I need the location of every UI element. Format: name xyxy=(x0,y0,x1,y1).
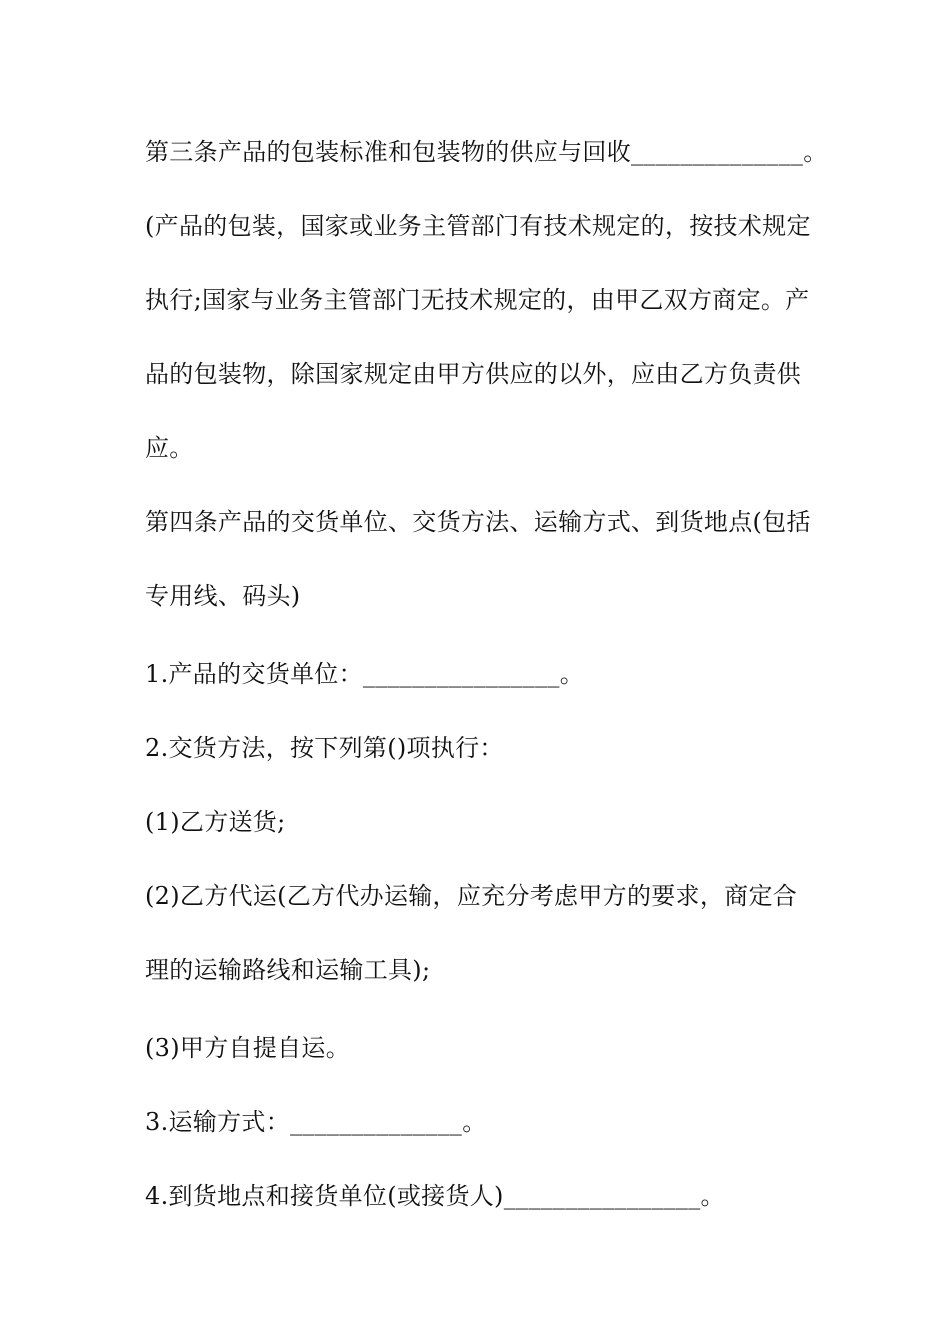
delivery-method-item: 2.交货方法，按下列第()项执行： xyxy=(145,734,504,762)
clause-3-note-line-2: 执行;国家与业务主管部门无技术规定的，由甲乙双方商定。产 xyxy=(145,286,810,314)
option-2-item-line-2: 理的运输路线和运输工具); xyxy=(145,956,431,984)
clause-3-note-line-4: 应。 xyxy=(145,434,194,462)
option-3-item: (3)甲方自提自运。 xyxy=(145,1034,350,1062)
clause-3-note-line-3: 品的包装物，除国家规定由甲方供应的以外，应由乙方负责供 xyxy=(145,360,802,388)
arrival-location-item: 4.到货地点和接货单位(或接货人)________________。 xyxy=(145,1182,725,1210)
transport-method-item: 3.运输方式：______________。 xyxy=(145,1108,487,1136)
clause-3-note-line-1: (产品的包装，国家或业务主管部门有技术规定的，按技术规定 xyxy=(145,212,811,240)
clause-3-title: 第三条产品的包装标准和包装物的供应与回收______________。 xyxy=(145,138,828,166)
option-2-item-line-1: (2)乙方代运(乙方代办运输，应充分考虑甲方的要求，商定合 xyxy=(145,882,798,910)
clause-4-title-line-1: 第四条产品的交货单位、交货方法、运输方式、到货地点(包括 xyxy=(145,508,811,536)
delivery-unit-item: 1.产品的交货单位：________________。 xyxy=(145,660,584,688)
clause-4-title-line-2: 专用线、码头) xyxy=(145,582,301,610)
option-1-item: (1)乙方送货; xyxy=(145,808,286,836)
